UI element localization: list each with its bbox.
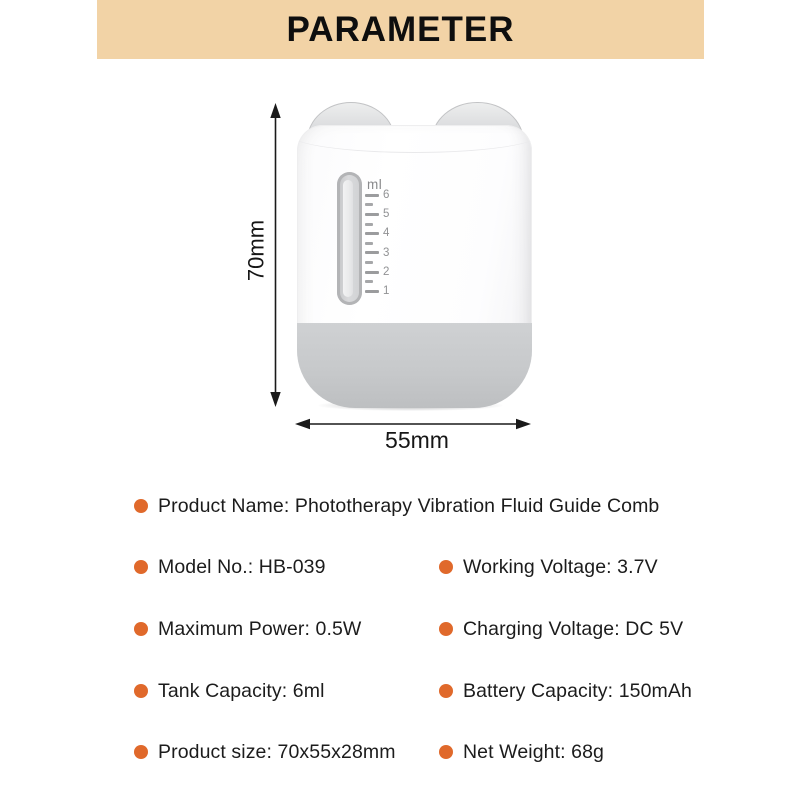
- spec-net-weight: [439, 740, 604, 764]
- spec-text: Charging Voltage: DC 5V: [463, 617, 684, 640]
- arrow-up-icon: [270, 103, 280, 118]
- scale-tick: [365, 261, 373, 264]
- arrow-left-icon: [295, 419, 310, 429]
- scale-tick: [365, 280, 373, 283]
- scale-unit-label: ml: [367, 177, 383, 192]
- spec-product-size: [134, 740, 396, 764]
- spec-text: Product Name: Phototherapy Vibration Fluid Guide Comb: [158, 494, 660, 517]
- bullet-dot-icon: [439, 622, 453, 636]
- bullet-dot-icon: [134, 560, 148, 574]
- spec-text: Working Voltage: 3.7V: [463, 555, 658, 578]
- bullet-dot-icon: [134, 684, 148, 698]
- bullet-dot-icon: [134, 745, 148, 759]
- scale-number: 1: [383, 285, 390, 297]
- scale-tick: [365, 223, 373, 226]
- scale-number: 4: [383, 227, 390, 239]
- spec-charging-voltage: [439, 617, 683, 641]
- scale-tick: [365, 232, 379, 235]
- spec-text: Product size: 70x55x28mm: [158, 740, 396, 763]
- tank-window-highlight: [343, 180, 353, 297]
- scale-tick: [365, 290, 379, 293]
- bullet-dot-icon: [439, 745, 453, 759]
- device-seam-line: [297, 131, 532, 153]
- width-dimension-label: 55mm: [385, 427, 449, 453]
- scale-tick: [365, 251, 379, 254]
- height-dimension-label: 70mm: [243, 219, 269, 282]
- spec-text: Maximum Power: 0.5W: [158, 617, 362, 640]
- spec-product-name: [134, 494, 659, 518]
- spec-battery-capacity: [439, 679, 692, 703]
- scale-tick: [365, 242, 373, 245]
- arrow-down-icon: [270, 392, 280, 407]
- scale-number: 2: [383, 266, 390, 278]
- spec-text: Tank Capacity: 6ml: [158, 679, 325, 702]
- spec-model-no: [134, 555, 326, 579]
- spec-tank-capacity: [134, 679, 325, 703]
- scale-number: 5: [383, 208, 390, 220]
- scale-tick: [365, 203, 373, 206]
- product-image: [297, 125, 532, 408]
- spec-text: Model No.: HB-039: [158, 555, 326, 578]
- arrow-right-icon: [516, 419, 531, 429]
- scale-tick: [365, 271, 379, 274]
- scale-tick: [365, 213, 379, 216]
- spec-text: Battery Capacity: 150mAh: [463, 679, 692, 702]
- device-base: [297, 323, 532, 408]
- bullet-dot-icon: [439, 560, 453, 574]
- tank-window: [337, 172, 362, 305]
- scale-number: 3: [383, 247, 390, 259]
- bullet-dot-icon: [134, 499, 148, 513]
- page-title: PARAMETER: [286, 9, 515, 49]
- spec-working-voltage: [439, 555, 658, 579]
- bullet-dot-icon: [134, 622, 148, 636]
- device-body: [297, 125, 532, 408]
- scale-tick: [365, 194, 379, 197]
- spec-maximum-power: [134, 617, 361, 641]
- spec-text: Net Weight: 68g: [463, 740, 604, 763]
- scale-number: 6: [383, 189, 390, 201]
- bullet-dot-icon: [439, 684, 453, 698]
